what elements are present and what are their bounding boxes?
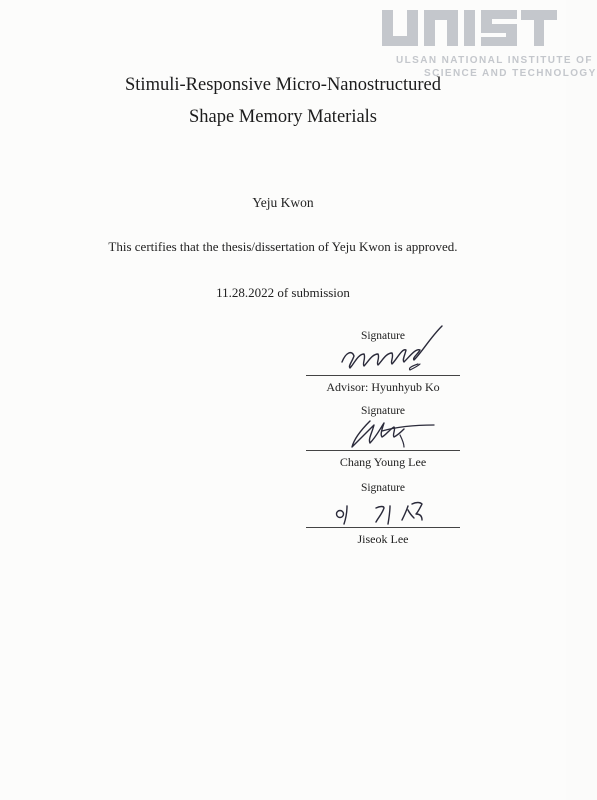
signature-area <box>300 494 466 528</box>
signer-name-committee-1: Chang Young Lee <box>339 455 427 469</box>
unist-wordmark-logo <box>380 8 558 52</box>
signature-line <box>306 450 460 451</box>
handwritten-signature-advisor <box>300 334 466 374</box>
author-name: Yeju Kwon <box>252 195 314 210</box>
signature-area <box>300 417 466 451</box>
signature-label: Signature <box>360 482 406 494</box>
signature-line <box>306 375 460 376</box>
submission-date: 11.28.2022 of submission <box>216 285 350 300</box>
thesis-title-line-2: Shape Memory Materials <box>188 107 378 127</box>
signature-label: Signature <box>360 405 406 417</box>
signature-area <box>300 342 466 376</box>
thesis-title-line-1: Stimuli-Responsive Micro-Nanostructured <box>125 75 441 95</box>
handwritten-signature-committee-2 <box>300 490 466 530</box>
handwritten-signature-committee-1 <box>300 413 466 453</box>
signer-name-committee-2: Jiseok Lee <box>357 532 409 546</box>
signature-block-committee-2 <box>300 482 466 547</box>
signer-name-advisor: Advisor: Hyunhyub Ko <box>326 380 440 394</box>
logo-institute-line-2: SCIENCE AND TECHNOLOGY <box>424 68 597 79</box>
certification-statement: This certifies that the thesis/dissertation of Yeju Kwon is approved. <box>108 239 458 254</box>
signature-line <box>306 527 460 528</box>
logo-institute-line-1: ULSAN NATIONAL INSTITUTE OF <box>396 55 593 66</box>
signature-block-committee-1 <box>300 405 466 470</box>
signature-label: Signature <box>360 330 406 342</box>
signature-block-advisor <box>300 330 466 395</box>
